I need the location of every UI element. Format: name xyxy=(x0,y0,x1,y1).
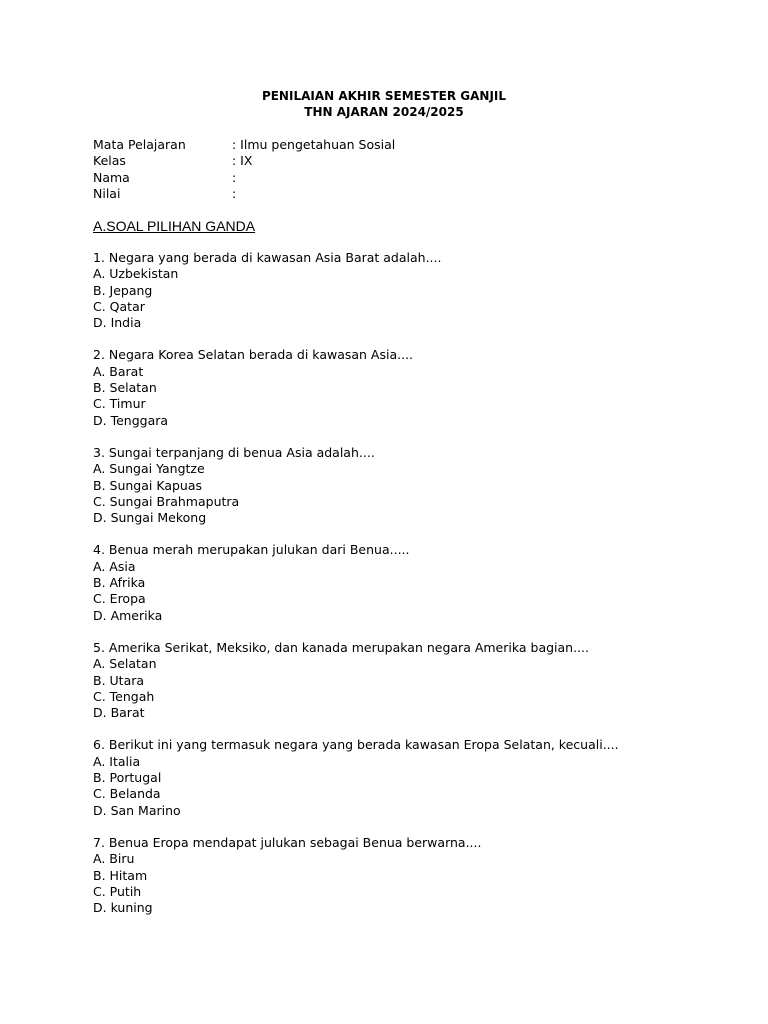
answer-option: B. Utara xyxy=(93,672,145,688)
info-label: Kelas xyxy=(93,153,126,169)
answer-option: A. Uzbekistan xyxy=(93,266,179,282)
answer-option: B. Jepang xyxy=(93,282,153,298)
question-text: 5. Amerika Serikat, Meksiko, dan kanada merupakan negara Amerika bagian.... xyxy=(93,639,589,655)
info-label: Nama xyxy=(93,169,130,185)
answer-option: C. Tengah xyxy=(93,688,155,704)
answer-option: D. India xyxy=(93,315,142,331)
answer-option: D. Barat xyxy=(93,705,145,721)
answer-option: D. Amerika xyxy=(93,607,163,623)
answer-option: C. Timur xyxy=(93,396,146,412)
answer-option: A. Italia xyxy=(93,753,141,769)
answer-option: A. Barat xyxy=(93,363,144,379)
answer-option: B. Afrika xyxy=(93,575,146,591)
info-row-class xyxy=(93,153,395,169)
answer-option: D. Tenggara xyxy=(93,412,169,428)
document-subtitle: THN AJARAN 2024/2025 xyxy=(304,105,464,119)
question-4 xyxy=(93,542,619,623)
answer-option: D. San Marino xyxy=(93,802,181,818)
info-value: : Ilmu pengetahuan Sosial xyxy=(232,137,396,152)
section-title: A.SOAL PILIHAN GANDA xyxy=(93,218,256,234)
answer-option: B. Selatan xyxy=(93,380,157,396)
answer-option: C. Eropa xyxy=(93,591,146,607)
answer-option: A. Asia xyxy=(93,558,136,574)
student-info xyxy=(93,137,395,202)
answer-option: A. Selatan xyxy=(93,656,157,672)
info-label: Nilai xyxy=(93,185,121,201)
document-header xyxy=(0,88,768,120)
answer-option: C. Sungai Brahmaputra xyxy=(93,493,240,509)
info-row-score xyxy=(93,186,395,202)
info-label: Mata Pelajaran xyxy=(93,137,186,152)
question-list xyxy=(93,250,619,932)
info-value: : xyxy=(232,169,237,185)
info-row-subject xyxy=(93,137,395,153)
question-text: 3. Sungai terpanjang di benua Asia adalah.... xyxy=(93,444,375,460)
answer-option: A. Sungai Yangtze xyxy=(93,461,205,477)
info-value: : xyxy=(232,185,237,201)
question-3 xyxy=(93,445,619,526)
info-value: : IX xyxy=(232,153,253,169)
question-1 xyxy=(93,250,619,331)
answer-option: C. Putih xyxy=(93,883,142,899)
answer-option: A. Biru xyxy=(93,851,135,867)
document-title: PENILAIAN AKHIR SEMESTER GANJIL xyxy=(261,89,507,103)
answer-option: D. Sungai Mekong xyxy=(93,510,207,526)
question-2 xyxy=(93,347,619,428)
question-text: 4. Benua merah merupakan julukan dari Benua..... xyxy=(93,542,410,558)
answer-option: C. Belanda xyxy=(93,786,161,802)
answer-option: B. Hitam xyxy=(93,867,148,883)
question-6 xyxy=(93,737,619,818)
question-7 xyxy=(93,835,619,916)
question-5 xyxy=(93,640,619,721)
answer-option: C. Qatar xyxy=(93,298,145,314)
answer-option: D. kuning xyxy=(93,900,153,916)
info-row-name xyxy=(93,170,395,186)
answer-option: B. Sungai Kapuas xyxy=(93,477,203,493)
answer-option: B. Portugal xyxy=(93,770,162,786)
question-text: 1. Negara yang berada di kawasan Asia Barat adalah.... xyxy=(93,250,442,265)
question-text: 2. Negara Korea Selatan berada di kawasan Asia.... xyxy=(93,347,414,363)
question-text: 7. Benua Eropa mendapat julukan sebagai Benua berwarna.... xyxy=(93,834,482,850)
question-text: 6. Berikut ini yang termasuk negara yang berada kawasan Eropa Selatan, kecuali.... xyxy=(93,737,619,753)
